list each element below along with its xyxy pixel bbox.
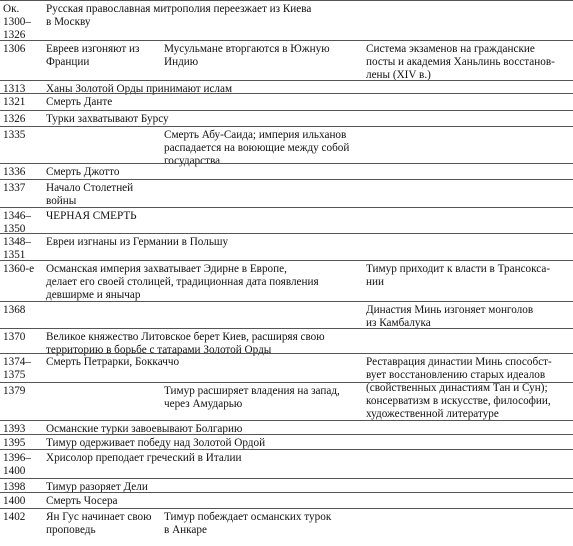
- event-europe: Османские турки завоевывают Болгарию: [46, 423, 243, 435]
- row-year: 1400: [3, 495, 26, 507]
- row-year: 1306: [3, 43, 26, 55]
- row-year: 1379: [3, 385, 26, 397]
- table-row: [0, 126, 573, 167]
- row-year: 1393: [3, 423, 26, 435]
- event-europe: Тимур одерживает победу над Золотой Ордой: [46, 437, 266, 449]
- event-europe: Начало Столетней войны: [46, 182, 134, 207]
- event-europe: Ханы Золотой Орды принимают ислам: [46, 83, 233, 95]
- table-row: [0, 0, 573, 41]
- event-europe: Смерть Петрарки, Боккаччо: [46, 356, 180, 368]
- table-row: [0, 478, 573, 493]
- event-middle-east: Тимур расширяет владения на запад, через Амударью: [164, 385, 340, 410]
- row-year: 1348– 1351: [3, 236, 31, 261]
- row-year: 1313: [3, 83, 26, 95]
- event-europe: ЧЕРНАЯ СМЕРТЬ: [46, 210, 137, 222]
- row-year: 1346– 1350: [3, 210, 31, 235]
- table-row: [0, 492, 573, 509]
- table-row: [0, 508, 573, 546]
- table-row: [0, 260, 573, 302]
- event-europe: Смерть Чосера: [46, 495, 118, 507]
- event-middle-east: Смерть Абу-Саида; империя ильханов распадается на воюющие между собой государства: [164, 129, 350, 167]
- table-row: [0, 233, 573, 261]
- row-year: Ок. 1300– 1326: [3, 3, 31, 41]
- row-year: 1336: [3, 166, 26, 178]
- event-asia: Система экзаменов на гражданские посты и академия Ханьлинь восстанов- лены (XIV в.): [366, 43, 555, 81]
- table-row: [0, 420, 573, 435]
- row-year: 1370: [3, 331, 26, 343]
- event-europe: Хрисолор преподает греческий в Италии: [46, 452, 242, 464]
- table-row: [0, 434, 573, 450]
- row-year: 1368: [3, 304, 26, 316]
- table-row: [0, 301, 573, 329]
- event-europe: Евреи изгнаны из Германии в Польшу: [46, 236, 229, 248]
- table-row: [0, 207, 573, 234]
- row-year: 1398: [3, 481, 26, 493]
- table-row: [0, 449, 573, 479]
- row-year: 1337: [3, 182, 26, 194]
- event-middle-east: Мусульмане вторгаются в Южную Индию: [164, 43, 330, 68]
- row-year: 1321: [3, 96, 26, 108]
- table-row: [0, 179, 573, 208]
- event-europe: Турки захватывают Бурсу: [46, 113, 169, 125]
- event-europe: Евреев изгоняют из Франции: [46, 43, 140, 68]
- row-year: 1402: [3, 511, 26, 523]
- event-middle-east: Тимур побеждает османских турок в Анкаре: [164, 511, 332, 536]
- table-row: [0, 110, 573, 127]
- row-year: 1335: [3, 129, 26, 141]
- event-asia: Реставрация династии Минь способст- вует восстановлению старых идеалов (свойственных династиям Тан и Сун); консерватизм в искусстве, философии, художественной литературе: [366, 356, 552, 420]
- row-year: 1360-е: [3, 263, 35, 275]
- row-year: 1326: [3, 113, 26, 125]
- event-europe: Смерть Данте: [46, 96, 113, 108]
- table-row: [0, 40, 573, 81]
- event-europe: Русская православная митрополия переезжает из Киева в Москву: [46, 3, 312, 28]
- table-row: [0, 328, 573, 354]
- table-row: [0, 93, 573, 111]
- event-asia: Династия Минь изгоняет монголов из Камбалука: [366, 304, 534, 329]
- row-year: 1395: [3, 437, 26, 449]
- event-europe: Великое княжество Литовское берет Киев, расширяя свою территорию в борьбе с татарами Золотой Орды: [46, 331, 325, 356]
- event-europe: Ян Гус начинает свою проповедь: [46, 511, 152, 536]
- table-row: [0, 382, 573, 421]
- event-europe: Тимур разоряет Дели: [46, 481, 148, 493]
- row-year: 1374– 1375: [3, 356, 31, 381]
- event-asia: Тимур приходит к власти в Трансокса- нии: [366, 263, 551, 288]
- table-row: [0, 80, 573, 94]
- row-year: 1396– 1400: [3, 452, 31, 477]
- event-europe: Смерть Джотто: [46, 166, 120, 178]
- event-europe: Османская империя захватывает Эдирне в Европе, делает его своей столицей, традиционная дата появления девширме и янычар: [46, 263, 319, 301]
- table-row: [0, 163, 573, 180]
